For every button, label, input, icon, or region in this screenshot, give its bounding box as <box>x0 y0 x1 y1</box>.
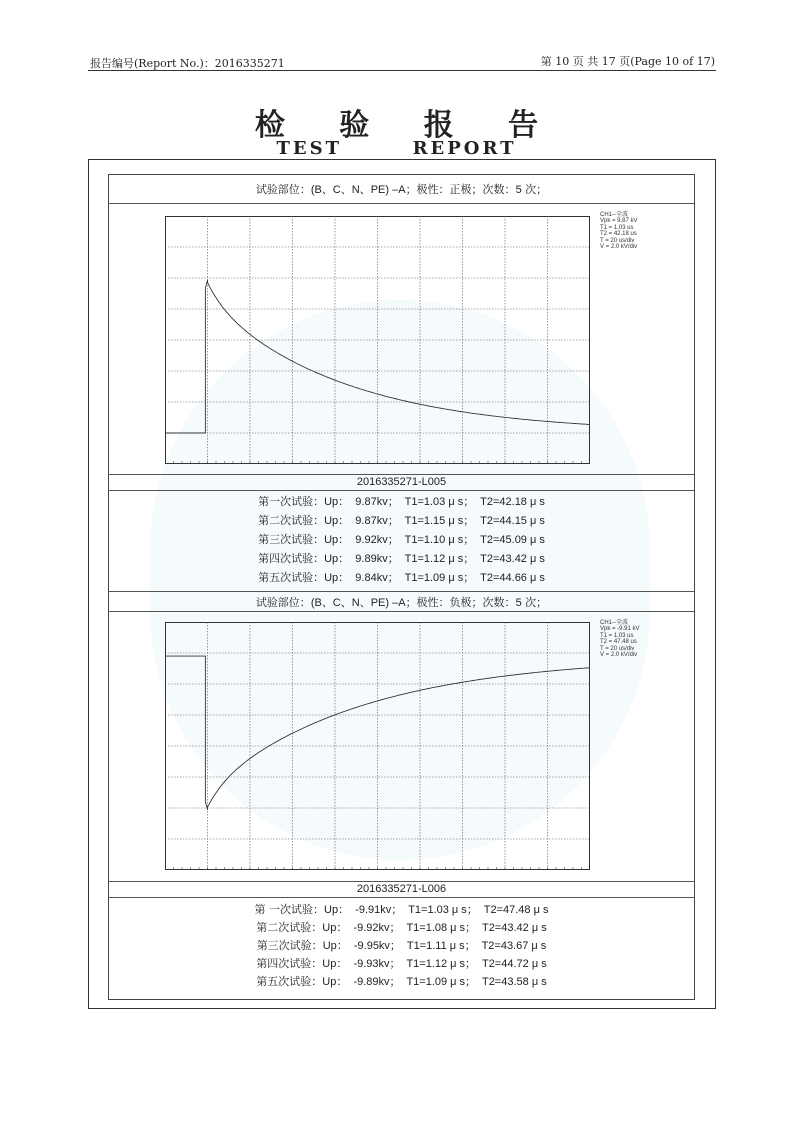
legend-volt-div: V = 2.0 kV/div <box>600 244 638 251</box>
waveform-plot-negative <box>165 622 590 870</box>
row-divider <box>108 490 695 491</box>
caption-count-unit: 次； <box>521 183 548 196</box>
legend-time-div: T = 20 us/div <box>600 645 635 652</box>
result-row: 第一次试验：Up： 9.87kv； T1=1.03 μ s； T2=42.18 μ s <box>258 495 545 508</box>
caption-count: 5 <box>515 597 522 609</box>
row-divider <box>108 591 695 592</box>
section-2-caption <box>108 594 695 610</box>
legend-channel: CH1--全波 <box>600 620 628 626</box>
row-divider <box>108 897 695 898</box>
result-row: 第四次试验：Up： 9.89kv； T1=1.12 μ s； T2=43.42 μ s <box>258 552 545 565</box>
sample-code-2: 2016335271-L006 <box>356 883 447 895</box>
waveform-trace <box>165 280 590 433</box>
row-divider <box>108 881 695 882</box>
sample-code-1: 2016335271-L005 <box>356 476 447 488</box>
row-divider <box>108 203 695 204</box>
caption-count-unit: 次； <box>521 596 548 609</box>
page-title-en <box>0 138 793 159</box>
caption-label: 试验部位： <box>255 596 311 609</box>
caption-position: (B、C、N、PE) –A <box>310 184 406 196</box>
page-title-cn: 检 验 报 告 <box>254 108 561 143</box>
legend-vpk: Vpk = -9.91 kV <box>600 626 640 633</box>
caption-polarity: ；极性：负极；次数： <box>405 596 516 609</box>
page-number: 第 10 页 共 17 页(Page 10 of 17) <box>540 55 715 68</box>
result-row: 第四次试验：Up： -9.93kv； T1=1.12 μ s； T2=44.72 μ s <box>256 957 547 970</box>
legend-vpk: Vpk = 9.87 kV <box>600 218 638 225</box>
result-row: 第二次试验：Up： 9.87kv； T1=1.15 μ s； T2=44.15 μ s <box>258 514 545 527</box>
title-en-right: REPORT <box>412 138 517 159</box>
legend-time-div: T = 20 us/div <box>600 237 635 244</box>
caption-label: 试验部位： <box>255 183 311 196</box>
section-1-legend <box>600 212 638 250</box>
legend-channel: CH1--全波 <box>600 212 628 218</box>
legend-t1: T1 = 1.03 us <box>600 224 634 231</box>
title-en-left: TEST <box>276 138 342 159</box>
row-divider <box>108 474 695 475</box>
result-row: 第二次试验：Up： -9.92kv； T1=1.08 μ s； T2=43.42 μ s <box>256 921 547 934</box>
result-row: 第 一次试验：Up： -9.91kv； T1=1.03 μ s； T2=47.48 μ s <box>254 903 549 916</box>
legend-t1: T1 = 1.03 us <box>600 632 634 639</box>
section-2-legend <box>600 620 640 658</box>
caption-polarity: ；极性：正极；次数： <box>405 183 516 196</box>
result-row: 第五次试验：Up： 9.84kv； T1=1.09 μ s； T2=44.66 μ s <box>258 571 545 584</box>
header-divider <box>88 70 716 71</box>
result-row: 第三次试验：Up： -9.95kv； T1=1.11 μ s； T2=43.67 μ s <box>256 939 547 952</box>
section-1-caption <box>108 181 695 197</box>
legend-t2: T2 = 42.18 us <box>600 231 637 238</box>
result-row: 第五次试验：Up： -9.89kv； T1=1.09 μ s； T2=43.58 μ s <box>256 975 547 988</box>
legend-volt-div: V = 2.0 kV/div <box>600 652 638 659</box>
row-divider <box>108 611 695 612</box>
waveform-plot-positive <box>165 216 590 464</box>
report-number: 报告编号(Report No.)：2016335271 <box>90 57 285 70</box>
caption-count: 5 <box>515 184 522 196</box>
caption-position: (B、C、N、PE) –A <box>310 597 406 609</box>
result-row: 第三次试验：Up： 9.92kv； T1=1.10 μ s； T2=45.09 μ s <box>258 533 545 546</box>
legend-t2: T2 = 47.48 us <box>600 639 637 646</box>
